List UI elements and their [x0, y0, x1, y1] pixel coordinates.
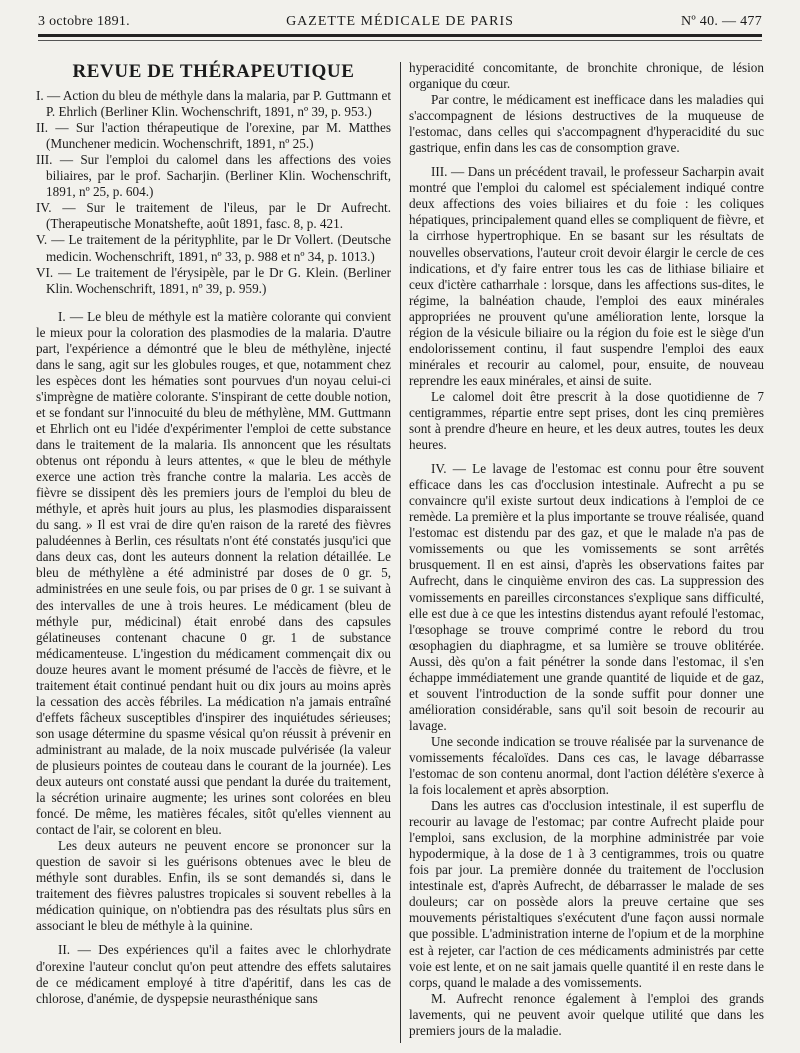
toc-item: I. — Action du bleu de méthyle dans la malaria, par P. Guttmann et P. Ehrlich (Berliner Klin. Wochenschrift, 1891, nº 39, p. 953.) [36, 88, 391, 120]
left-column [36, 60, 391, 1043]
toc-item: VI. — Le traitement de l'érysipèle, par le Dr G. Klein. (Berliner Klin. Wochenschrift, 1891, nº 39, p. 959.) [36, 264, 391, 296]
toc-item: II. — Sur l'action thérapeutique de l'orexine, par M. Matthes (Munchener medicin. Wochenschrift, 1891, nº 25.) [36, 120, 391, 152]
paragraph: M. Aufrecht renonce également à l'emploi des grands lavements, qui ne peuvent avoir quelque utilité que dans les premiers jours de la maladie. [409, 990, 764, 1038]
header-rule-thin [38, 40, 762, 41]
paragraph: Le calomel doit être prescrit à la dose quotidienne de 7 centigrammes, répartie entre sept prises, dont les cinq premières sont à prendre d'heure en heure, et les deux autres, toutes les deux heures. [409, 388, 764, 453]
toc-item: V. — Le traitement de la pérityphlite, par le Dr Vollert. (Deutsche medicin. Wochenschrift, 1891, nº 33, p. 988 et nº 34, p. 1013.) [36, 232, 391, 264]
header-date: 3 octobre 1891. [38, 14, 130, 29]
paragraph: hyperacidité concomitante, de bronchite chronique, de lésion organique du cœur. [409, 60, 764, 92]
paragraph: Une seconde indication se trouve réalisée par la survenance de vomissements fécaloïdes. Dans ces cas, le lavage débarrasse l'estomac de son contenu anormal, dont l'action délétère s'exerce à la fois localement et après absorption. [409, 733, 764, 798]
header-rule [38, 34, 762, 37]
section-title: REVUE DE THÉRAPEUTIQUE [72, 61, 355, 82]
paragraph: I. — Le bleu de méthyle est la matière colorante qui convient le mieux pour la coloration des plasmodies de la malaria. D'autre part, l'expérience a démontré que le bleu de méthylène, injecté dans le sang, agit sur les globules rouges, et que, notamment chez les espèces dont les hématies sont pourvues d'un noyau celui-ci s'imprègne de matière colorante. S'inspirant de cette double notion, et se fondant sur l'innocuité du bleu de méthylène, MM. Guttmann et Ehrlich ont eu l'idée d'expérimenter l'emploi de cette substance dans le traitement de la malaria. Ils annoncent que les résultats obtenus ont répondu à leurs attentes, « que le bleu de méthyle exerce une action très franche contre la malaria. Les accès de fièvre se dissipent dès les premiers jours de l'emploi du bleu de méthyle, et après huit jours au plus, les plasmodies disparaissent du sang. » Il est vrai de dire qu'en raison de la rareté des fièvres paludéennes à Berlin, ces résultats n'ont été constatés jusqu'ici que dans deux cas, dont les auteurs donnent la relation détaillée. Le bleu de méthylène a été administré par doses de 0 gr. 5, administrées en une seule fois, ou par prises de 0 gr. 1 se suivant à des intervalles de une à trois heures. Le médicament (bleu de méthyle pur, médicinal) était enrobé dans des capsules gélatineuses contenant chacune 0 gr. 1 de substance médicamenteuse. L'ingestion du médicament commençait dix ou douze heures avant le moment présumé de l'accès de fièvre, et le traitement était continué pendant huit ou dix jours au moins après la cessation des accès fébriles. La médication n'a jamais entraîné d'effets fâcheux susceptibles d'inspirer des inquiétudes sérieuses; son usage détermine du spasme vésical qu'on réussit à prévenir en administrant au malade, de la noix muscade pulvérisée (la valeur de plusieurs pointes de couteau dans le courant de la journée). Les deux auteurs ont constaté aussi que pendant la durée du traitement, la sécrétion urinaire augmente; les urines sont colorées en bleu foncé. De même, les matières fécales, sitôt qu'elles viennent au contact de l'air, se colorent en bleu. [36, 308, 391, 838]
toc-item: IV. — Sur le traitement de l'ileus, par le Dr Aufrecht. (Therapeutische Monatshefte, août 1891, fasc. 8, p. 421. [36, 200, 391, 232]
right-body-text [409, 60, 764, 1039]
paragraph: IV. — Le lavage de l'estomac est connu pour être souvent efficace dans les cas d'occlusion intestinale. Aufrecht a pu se convaincre qu'il existe surtout deux indications à l'emploi de ce remède. La première et la plus importante se trouve réalisée, quand l'estomac est distendu par des gaz, et que le malade n'a pas de vomissements ou que les vomissements se sont arrêtés brusquement. Il en est ainsi, d'après les observations faites par Aufrecht, dans le cinquième environ des cas. La suppression des vomissements en pareilles circonstances s'explique sans difficulté, elle est due à ce que les intestins distendus ayant refoulé l'estomac, l'œsophage se trouve comprimé contre le rebord du trou œsophagien du diaphragme, et sa lumière se trouve oblitérée. Aussi, dès qu'on a fait pénétrer la sonde dans l'estomac, il s'en échappe immédiatement une grande quantité de liquide et de gaz, et souvent l'introduction de la sonde suffit pour donner une amélioration considérable, sans qu'il soit besoin de recourir au lavage. [409, 461, 764, 733]
header-journal-title: GAZETTE MÉDICALE DE PARIS [286, 14, 514, 29]
paragraph: Par contre, le médicament est inefficace dans les maladies qui s'accompagnent de lésions destructives de la muqueuse de l'estomac, dans celles qui s'accompagnent d'hyperacidité du suc gastrique, enfin dans les cas de consomption grave. [409, 92, 764, 156]
column-divider [400, 62, 401, 1043]
paragraph: Les deux auteurs ne peuvent encore se prononcer sur la question de savoir si les guérisons obtenues avec le bleu de méthyle sont durables. Enfin, ils se sont demandés si, dans le traitement des fièvres palustres tropicales si souvent rebelles à la médication quinique, on n'obtiendra pas des résultats plus sûrs en associant le bleu de méthyle à la quinine. [36, 838, 391, 934]
table-of-contents [36, 88, 391, 297]
running-header [38, 6, 762, 32]
right-column [409, 60, 764, 1043]
paragraph: Dans les autres cas d'occlusion intestinale, il est superflu de recourir au lavage de l'estomac; par contre Aufrecht plaide pour l'emploi, sans exclusion, de la morphine administrée par voie hypodermique, à la dose de 1 à 3 centigrammes, trois ou quatre fois par jour. La première donnée du traitement de l'occlusion intestinale est, d'après Aufrecht, de débarrasser le malade de ses douleurs; car on possède alors la preuve certaine que ses mouvements péristaltiques s'exécutent d'une façon aussi normale que possible. L'administration interne de l'opium et de la morphine est à rejeter, car l'action de ces médicaments administrés par cette voie est lente, et on ne sait jamais quelle quantité il en reste dans le corps, quand le malade a des vomissements. [409, 798, 764, 990]
paragraph: II. — Des expériences qu'il a faites avec le chlorhydrate d'orexine l'auteur conclut qu'on peut attendre des effets salutaires de ce médicament employé à titre d'apéritif, dans les cas de chlorose, d'anémie, de dyspepsie neurasthénique sans [36, 942, 391, 1006]
paragraph: III. — Dans un précédent travail, le professeur Sacharpin avait montré que l'emploi du calomel est spécialement indiqué contre deux affections des voies biliaires et du foie : les coliques hépatiques, principalement quand elles se compliquent de fièvre, et la cirrhose hypertrophique. En se basant sur les résultats de nouvelles observations, l'auteur croit devoir élargir le cercle de ces indications, et d'y faire entrer tous les cas de lithiase biliaire et ceux d'ictère catharrhale : lorsque, dans les affections sus-dites, le régime, la balnéation chaude, l'emploi des eaux minérales appropriées ne prouvent qu'une amélioration lente, lorsque la région de la vésicule biliaire ou la région du foie est le siège d'un endolorissement continu, il faut suspendre l'emploi des eaux minérales et recourir au calomel, pour, ensuite, de nouveau reprendre les eaux minérales, et ainsi de suite. [409, 164, 764, 388]
left-body-text [36, 309, 391, 1007]
toc-item: III. — Sur l'emploi du calomel dans les affections des voies biliaires, par le prof. Sacharjin. (Berliner Klin. Wochenschrift, 1891, nº 25, p. 604.) [36, 152, 391, 200]
header-page-number: Nº 40. — 477 [680, 14, 762, 29]
